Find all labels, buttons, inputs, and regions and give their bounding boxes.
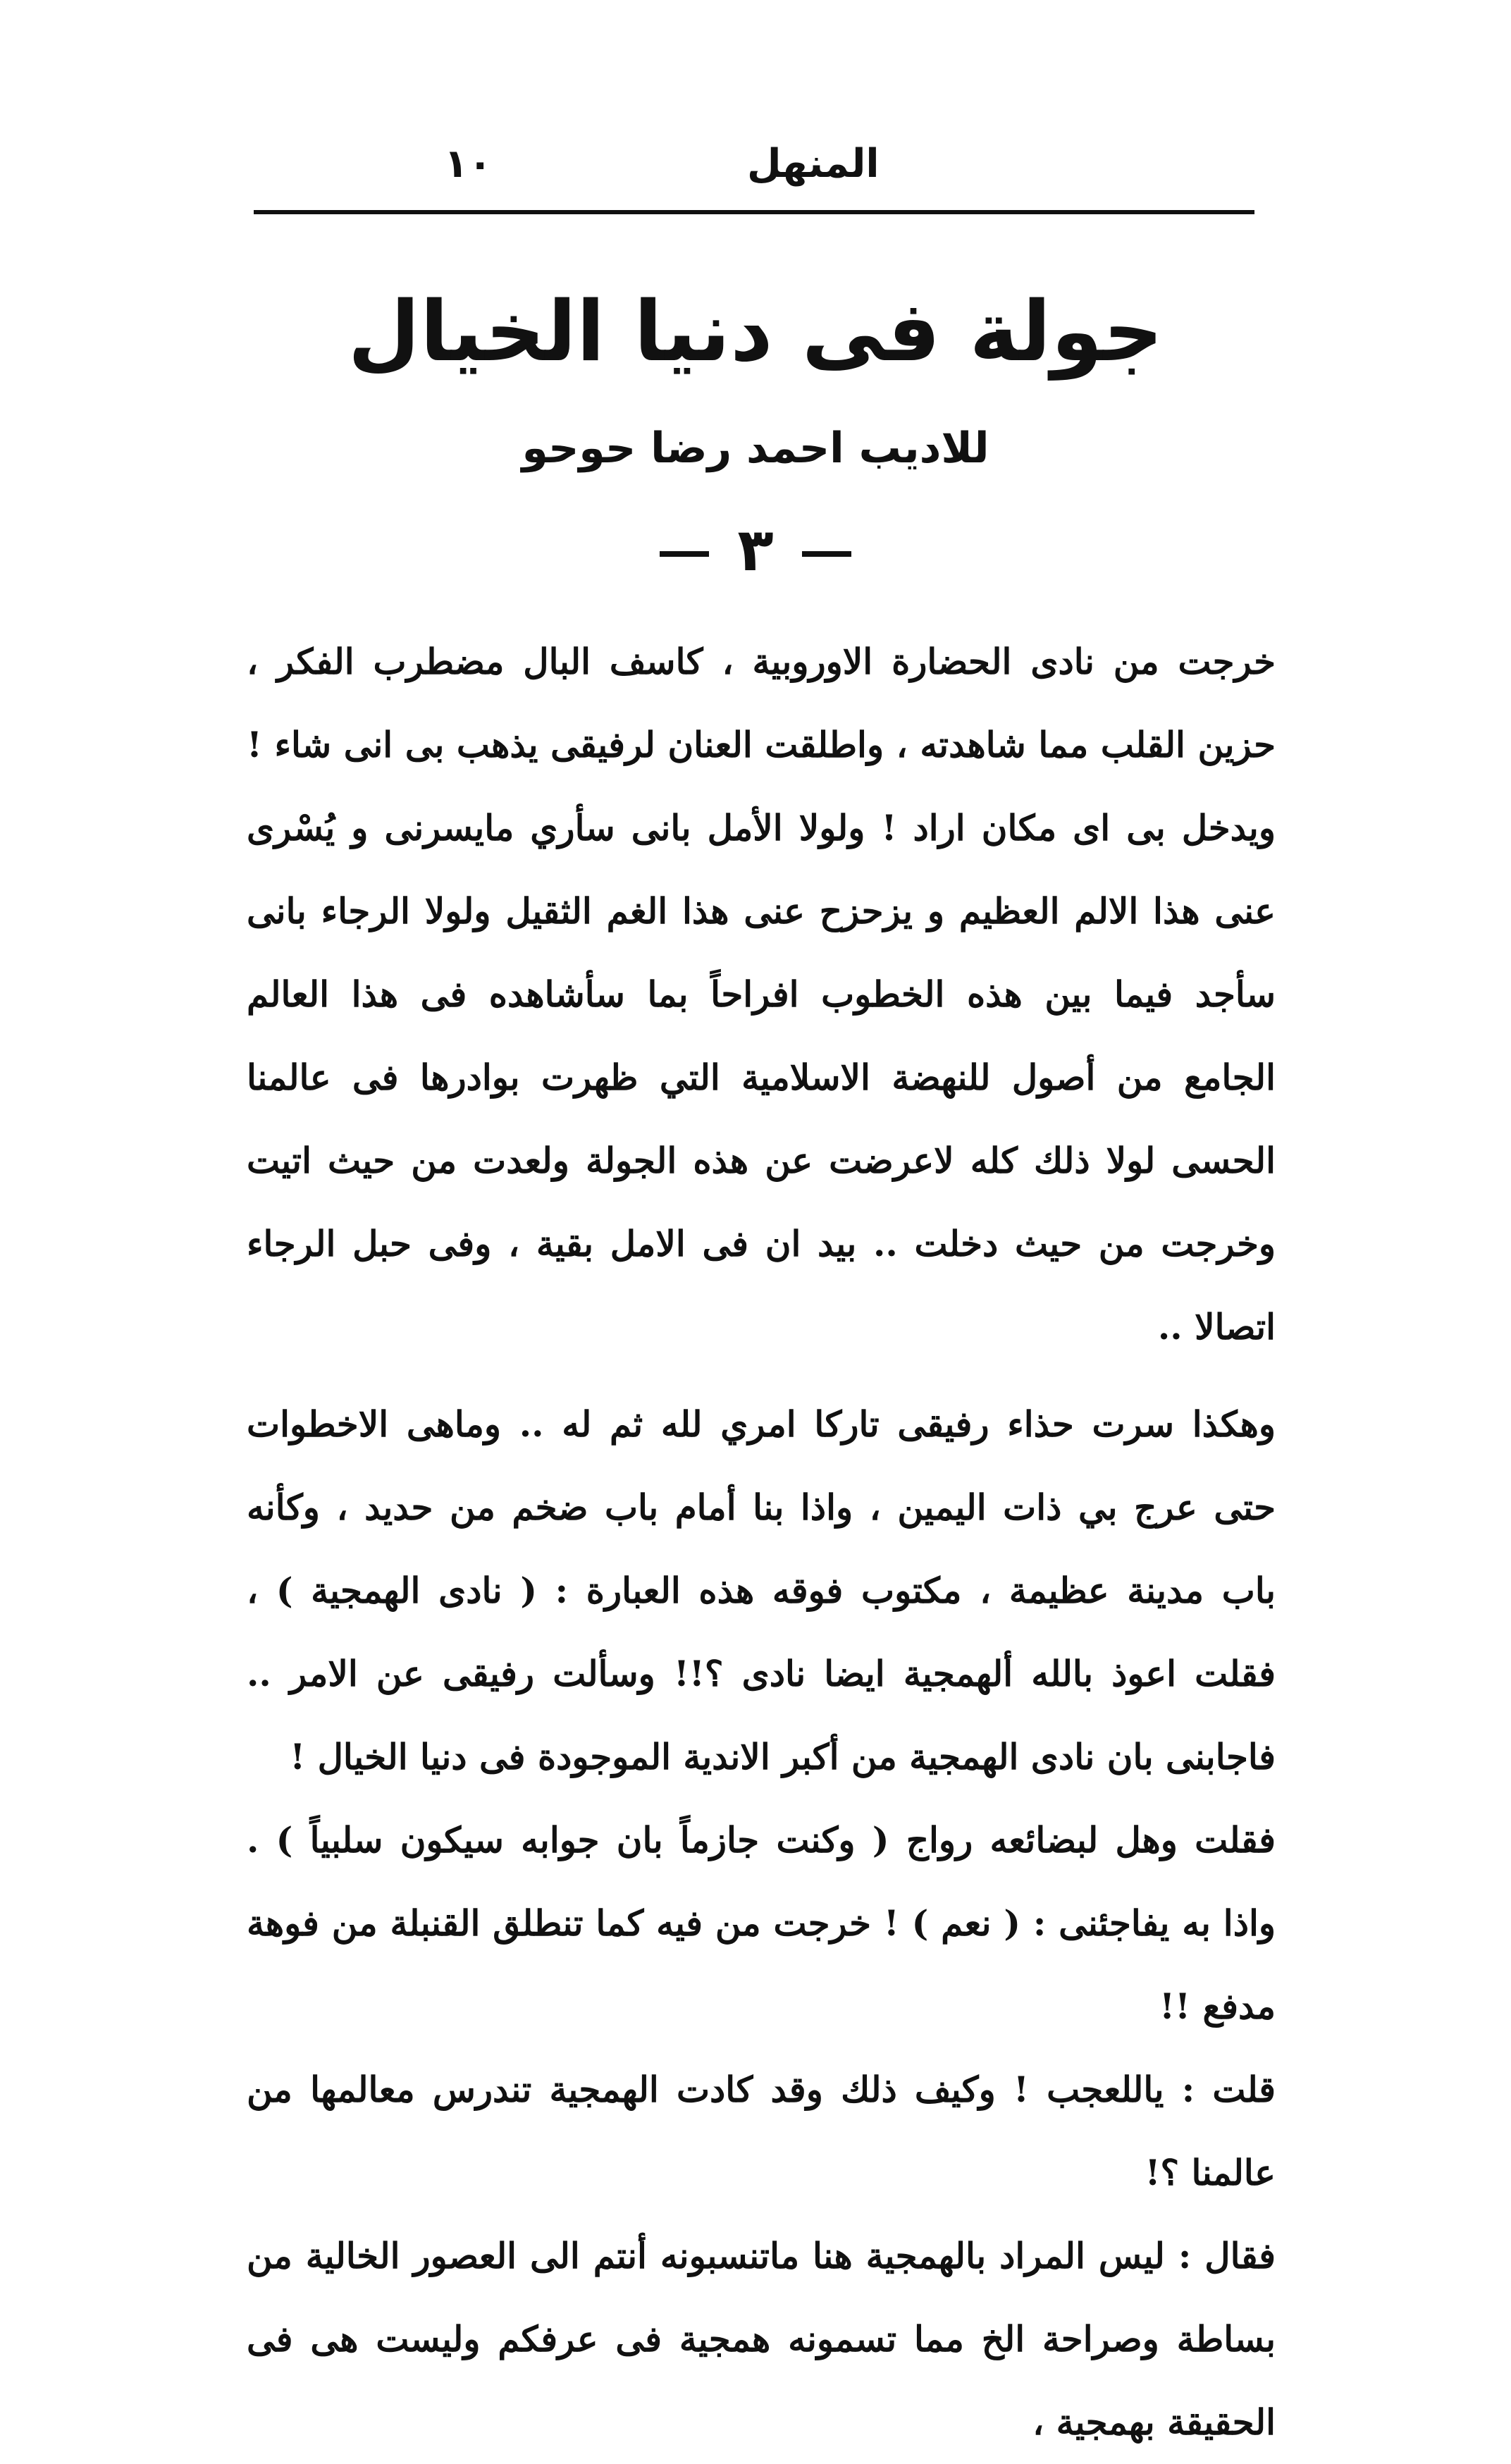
paragraph-5: فقال : ليس المراد بالهمجية هنا ماتنسبونه أنتم الى العصور الخالية من بساطة وصراحة الخ مما تسمونه همجية فى عرفكم وليست هى فى الحقيقة بهمجية ،: [247, 2235, 1276, 2443]
page-header: [254, 134, 1254, 204]
paragraph-1: خرجت من نادى الحضارة الاوروبية ، كاسف البال مضطرب الفكر ، حزين القلب مما شاهدته ، واطلقت العنان لرفيقى يذهب بى انى شاء ! ويدخل بى اى مكان اراد ! ولولا الأمل بانى سأري مايسرنى و يُسْرى عنى هذا الالم العظيم و يزحزح عنى هذا الغم الثقيل ولولا الرجاء بانى سأجد فيما بين هذه الخطوب افراحاً بما سأشاهده فى هذا العالم الجامع من أصول للنهضة الاسلامية التي ظهرت بوادرها فى عالمنا الحسى لولا ذلك كله لاعرضت عن هذه الجولة ولعدت من حيث اتيت وخرجت من حيث دخلت .. بيد ان فى الامل بقية ، وفى حبل الرجاء اتصالا ..: [247, 641, 1276, 1348]
part-number-value: ٣: [737, 515, 774, 584]
page-number: ١٠: [444, 141, 493, 187]
part-dash-right: [802, 551, 851, 557]
running-title: المنهل: [747, 141, 880, 187]
part-number: [0, 515, 1511, 586]
article-byline: للاديب احمد رضا حوحو: [522, 424, 989, 473]
paragraph-3: فقلت وهل لبضائعه رواج ( وكنت جازماً بان جوابه سيكون سلبياً ) . واذا به يفاجئنى : ( نعم ) ! خرجت من فيه كما تنطلق القنبلة من فوهة مدفع !!: [247, 1819, 1276, 2027]
paragraph-2: وهكذا سرت حذاء رفيقى تاركا امري لله ثم له .. وماهى الاخطوات حتى عرج بي ذات اليمين ، واذا بنا أمام باب ضخم من حديد ، وكأنه باب مدينة عظيمة ، مكتوب فوقه هذه العبارة : ( نادى الهمجية ) ، فقلت اعوذ بالله ألهمجية ايضا نادى ؟!! وسألت رفيقى عن الامر .. فاجابنى بان نادى الهمجية من أكبر الاندية الموجودة فى دنيا الخيال !: [247, 1403, 1276, 1778]
article-body: [247, 620, 1276, 2464]
article-title: جولة فى دنيا الخيال: [347, 283, 1164, 380]
paragraph-4: قلت : ياللعجب ! وكيف ذلك وقد كادت الهمجية تندرس معالمها من عالمنا ؟!: [247, 2069, 1276, 2193]
header-rule: [254, 210, 1254, 214]
part-dash-left: [660, 551, 709, 557]
